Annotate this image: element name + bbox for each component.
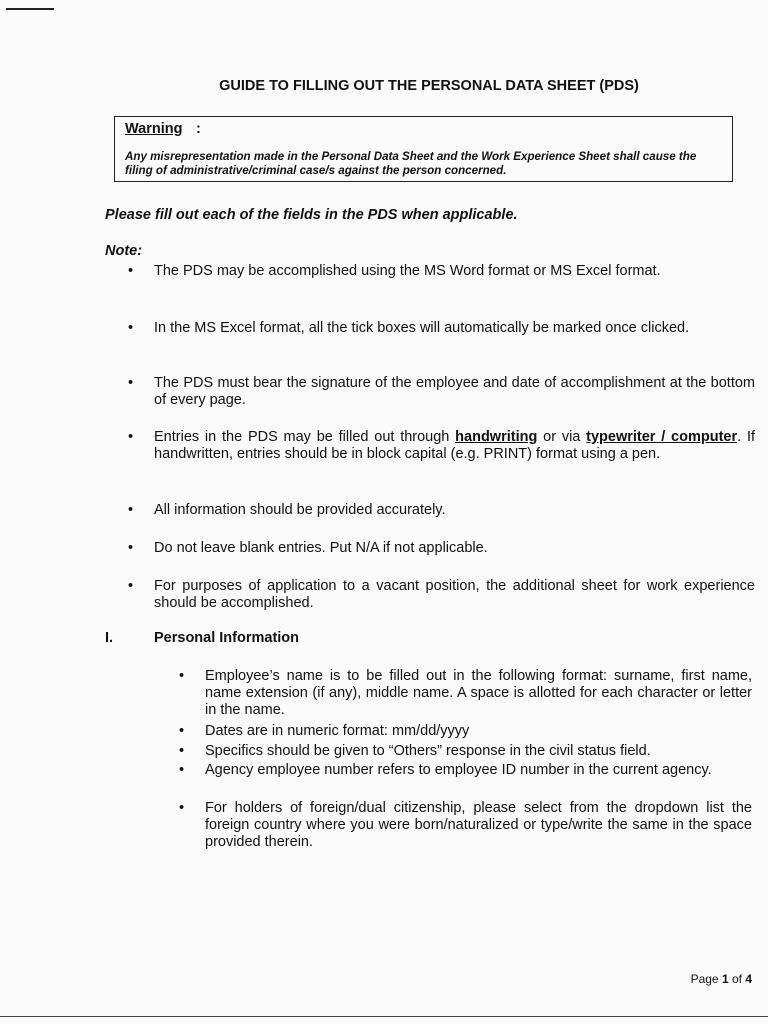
list-item [179, 762, 752, 779]
note-text: The PDS must bear the signature of the employee and date of accomplishment at the bottom of every page. [154, 375, 755, 408]
page-prefix: Page [690, 972, 722, 986]
list-item [128, 375, 755, 409]
emphasis-typewriter: typewriter / computer [586, 429, 738, 445]
bullet-icon: • [128, 320, 134, 336]
bullet-icon: • [179, 743, 185, 759]
bullet-icon: • [128, 263, 134, 279]
note-text: or via [537, 429, 587, 445]
corner-mark [6, 8, 54, 10]
note-label: Note: [105, 243, 143, 259]
intro-text: Please fill out each of the fields in the PDS when applicable. [105, 207, 518, 223]
warning-heading: Warning [125, 121, 183, 137]
list-item [179, 723, 752, 740]
item-text: For holders of foreign/dual citizenship, please select from the dropdown list the foreign country where you were born/naturalized or type/write the same in the space provided therein. [205, 800, 752, 850]
emphasis-handwriting: handwriting [455, 429, 538, 445]
page-of: of [728, 972, 746, 986]
list-item [128, 540, 755, 557]
list-item [179, 668, 752, 719]
list-item [128, 263, 755, 280]
warning-box [114, 116, 733, 182]
bullet-icon: • [128, 578, 134, 594]
note-text: All information should be provided accurately. [154, 502, 446, 518]
list-item [128, 578, 755, 612]
section-number: I. [105, 630, 114, 646]
bullet-icon: • [128, 540, 134, 556]
warning-colon: : [196, 121, 201, 137]
bullet-icon: • [179, 723, 185, 739]
bullet-icon: • [179, 762, 185, 778]
page-total: 4 [745, 972, 752, 986]
item-text: Employee’s name is to be filled out in the following format: surname, first name, name extension (if any), middle name. A space is allotted for each character or letter in the name. [205, 668, 752, 718]
bullet-icon: • [179, 800, 185, 816]
item-text: Specifics should be given to “Others” response in the civil status field. [205, 743, 651, 759]
note-text: Do not leave blank entries. Put N/A if not applicable. [154, 540, 488, 556]
page-title: GUIDE TO FILLING OUT THE PERSONAL DATA SHEET (PDS) [219, 78, 639, 94]
note-text: Entries in the PDS may be filled out through [154, 429, 456, 445]
list-item [179, 800, 752, 851]
bullet-icon: • [179, 668, 185, 684]
note-text: The PDS may be accomplished using the MS Word format or MS Excel format. [154, 263, 661, 279]
note-text: . If handwritten, entries should be in block capital (e.g. PRINT) format using a pen. [154, 429, 755, 462]
bullet-icon: • [128, 375, 134, 391]
item-text: Dates are in numeric format: mm/dd/yyyy [205, 723, 470, 739]
bottom-rule [0, 1016, 768, 1017]
list-item [128, 429, 755, 463]
list-item [128, 320, 755, 337]
bullet-icon: • [128, 502, 134, 518]
section-title: Personal Information [154, 630, 300, 646]
page-number [691, 972, 752, 986]
note-text: In the MS Excel format, all the tick boxes will automatically be marked once clicked. [154, 320, 690, 336]
list-item [179, 743, 752, 760]
note-text: For purposes of application to a vacant position, the additional sheet for work experience should be accomplished. [154, 578, 755, 611]
bullet-icon: • [128, 429, 134, 445]
page-current: 1 [721, 972, 729, 986]
list-item [128, 502, 755, 519]
item-text: Agency employee number refers to employee ID number in the current agency. [205, 762, 712, 778]
warning-text: Any misrepresentation made in the Personal Data Sheet and the Work Experience Sheet shall cause the filing of administrative/criminal case/s against the person concerned. [125, 150, 697, 177]
